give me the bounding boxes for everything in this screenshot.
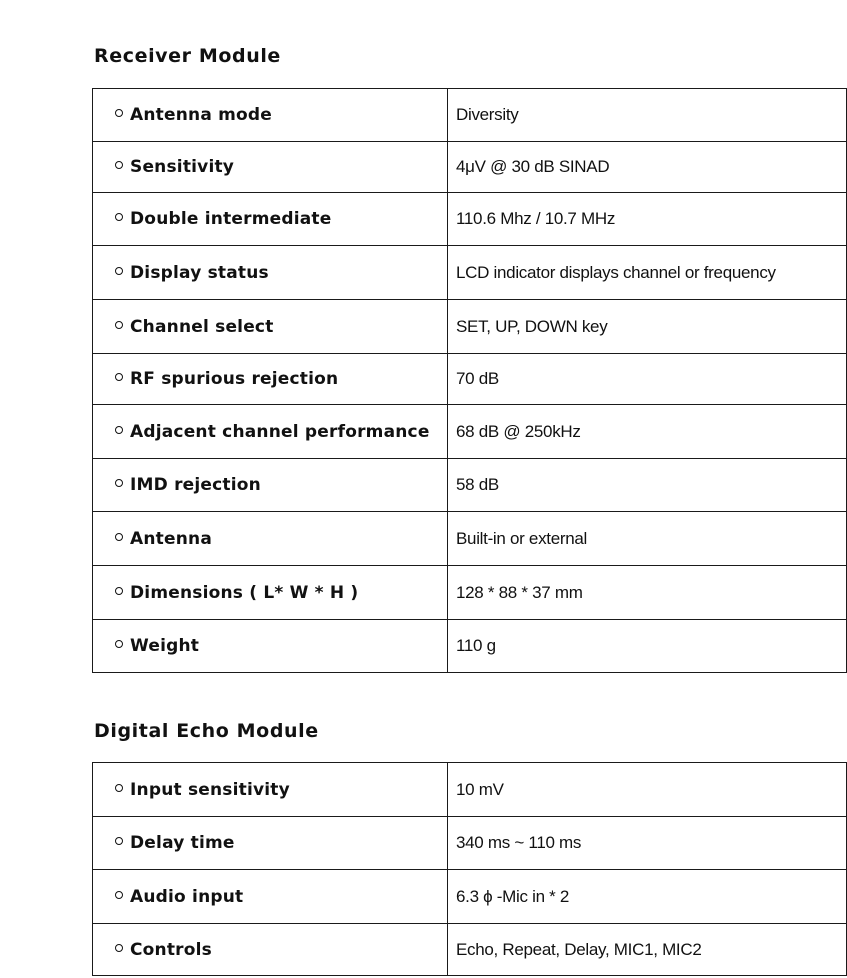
param-cell xyxy=(93,354,448,405)
bullet-icon xyxy=(115,837,123,845)
param-cell xyxy=(93,763,448,817)
param-cell xyxy=(93,512,448,566)
bullet-icon xyxy=(115,944,123,952)
param-cell xyxy=(93,246,448,300)
param-cell xyxy=(93,142,448,193)
param-cell xyxy=(93,620,448,673)
param-label: Adjacent channel performance xyxy=(130,421,430,442)
table-row xyxy=(93,870,847,924)
param-cell xyxy=(93,89,448,142)
bullet-icon xyxy=(115,321,123,329)
table-row xyxy=(93,300,847,354)
value-cell: 70 dB xyxy=(448,354,847,405)
bullet-icon xyxy=(115,161,123,169)
bullet-icon xyxy=(115,109,123,117)
param-cell xyxy=(93,566,448,620)
bullet-icon xyxy=(115,479,123,487)
table-row xyxy=(93,89,847,142)
bullet-icon xyxy=(115,267,123,275)
param-label: Controls xyxy=(130,939,212,960)
bullet-icon xyxy=(115,640,123,648)
bullet-icon xyxy=(115,891,123,899)
table-row xyxy=(93,566,847,620)
table-row xyxy=(93,142,847,193)
table-row xyxy=(93,763,847,817)
value-cell: 340 ms ~ 110 ms xyxy=(448,817,847,870)
param-label: Antenna mode xyxy=(130,105,273,125)
receiver-module-title: Receiver Module xyxy=(94,45,281,67)
param-cell xyxy=(93,870,448,924)
value-cell: Built-in or external xyxy=(448,512,847,566)
table-row xyxy=(93,817,847,870)
table-row xyxy=(93,459,847,512)
table-row xyxy=(93,405,847,459)
table-row xyxy=(93,193,847,246)
param-label: Dimensions ( L* W * H ) xyxy=(130,582,359,603)
table-row xyxy=(93,354,847,405)
table-row xyxy=(93,924,847,976)
value-cell: SET, UP, DOWN key xyxy=(448,300,847,354)
echo-spec-table xyxy=(92,762,847,976)
param-label: Channel select xyxy=(130,316,274,337)
param-cell xyxy=(93,405,448,459)
receiver-spec-table xyxy=(92,88,847,673)
param-cell xyxy=(93,459,448,512)
param-label: Input sensitivity xyxy=(130,779,290,800)
param-label: Double intermediate xyxy=(130,209,332,229)
value-cell: LCD indicator displays channel or frequency xyxy=(448,246,847,300)
param-label: RF spurious rejection xyxy=(130,369,339,389)
value-cell: 6.3 ϕ -Mic in * 2 xyxy=(448,870,847,924)
value-cell: Diversity xyxy=(448,89,847,142)
bullet-icon xyxy=(115,784,123,792)
value-cell: 58 dB xyxy=(448,459,847,512)
param-label: Antenna xyxy=(130,528,212,549)
param-cell xyxy=(93,193,448,246)
value-cell: 10 mV xyxy=(448,763,847,817)
table-row xyxy=(93,620,847,673)
table-row xyxy=(93,246,847,300)
value-cell: 128 * 88 * 37 mm xyxy=(448,566,847,620)
value-cell: 4μV @ 30 dB SINAD xyxy=(448,142,847,193)
bullet-icon xyxy=(115,373,123,381)
bullet-icon xyxy=(115,426,123,434)
param-label: Display status xyxy=(130,262,269,283)
bullet-icon xyxy=(115,213,123,221)
param-label: Delay time xyxy=(130,833,235,853)
bullet-icon xyxy=(115,533,123,541)
param-label: Sensitivity xyxy=(130,157,235,177)
value-cell: 110 g xyxy=(448,620,847,673)
bullet-icon xyxy=(115,587,123,595)
value-cell: 110.6 Mhz / 10.7 MHz xyxy=(448,193,847,246)
table-row xyxy=(93,512,847,566)
echo-module-title: Digital Echo Module xyxy=(94,720,319,742)
param-cell xyxy=(93,817,448,870)
value-cell: Echo, Repeat, Delay, MIC1, MIC2 xyxy=(448,924,847,976)
param-label: Weight xyxy=(130,636,200,656)
param-cell xyxy=(93,924,448,976)
param-cell xyxy=(93,300,448,354)
param-label: Audio input xyxy=(130,886,244,907)
value-cell: 68 dB @ 250kHz xyxy=(448,405,847,459)
param-label: IMD rejection xyxy=(130,475,261,495)
